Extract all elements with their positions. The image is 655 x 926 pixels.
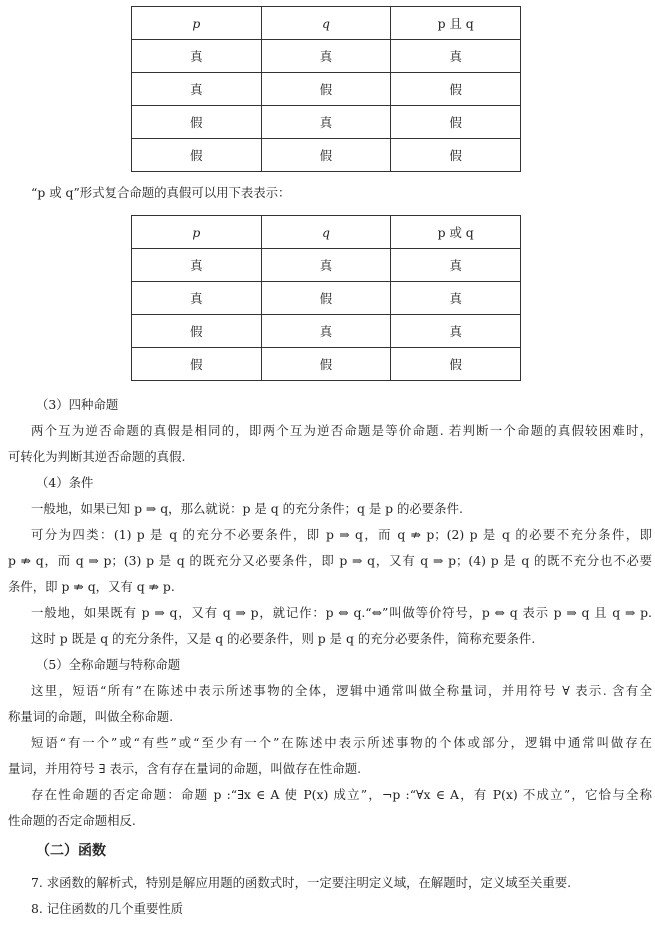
section-heading-functions: （二）函数: [36, 843, 106, 859]
table-cell: 假: [261, 139, 391, 172]
table-header-cell: q: [261, 216, 391, 249]
table-cell: 真: [391, 315, 521, 348]
section-3-line: 可转化为判断其逆否命题的真假.: [8, 449, 186, 464]
section-4-line: 一般地，如果既有 p ⇒ q，又有 q ⇒ p，就记作：p ⇔ q.“⇔”叫做等价符号，p ⇔ q 表示 p ⇒ q 且 q ⇒ p.: [31, 605, 652, 620]
table-header-row: [132, 7, 521, 40]
section-4-line: 一般地，如果已知 p ⇒ q，那么就说：p 是 q 的充分条件；q 是 p 的必要条件.: [31, 501, 463, 516]
section-4-line: 可分为四类：(1) p 是 q 的充分不必要条件，即 p ⇒ q，而 q ⇏ p；(2) p 是 q 的必要不充分条件，即: [31, 527, 652, 542]
table-row: [132, 282, 521, 315]
table-cell: 真: [261, 40, 391, 73]
section-5-line: 性命题的否定命题相反.: [8, 813, 136, 828]
table-cell: 真: [132, 40, 262, 73]
table-header-cell: p: [132, 216, 262, 249]
table-row: [132, 106, 521, 139]
table-cell: 真: [132, 282, 262, 315]
table-header-cell: p 或 q: [391, 216, 521, 249]
table-row: [132, 315, 521, 348]
table-row: [132, 40, 521, 73]
table-cell: 假: [391, 73, 521, 106]
table-cell: 假: [132, 315, 262, 348]
section-5-line: 这里，短语“所有”在陈述中表示所述事物的全体，逻辑中通常叫做全称量词，并用符号 ∀ 表示. 含有全: [31, 683, 652, 698]
table-header-cell: p 且 q: [391, 7, 521, 40]
section-4-line: 条件，即 p ⇏ q，又有 q ⇏ p.: [8, 579, 175, 594]
section-5-line: 量词，并用符号 ∃ 表示，含有存在量词的命题，叫做存在性命题.: [8, 761, 362, 776]
table-cell: 真: [261, 106, 391, 139]
table-row: [132, 249, 521, 282]
section-3-line: 两个互为逆否命题的真假是相同的，即两个互为逆否命题是等价命题. 若判断一个命题的真假较困难时，: [31, 423, 652, 438]
truth-table-and: [131, 6, 521, 172]
table-cell: 真: [132, 73, 262, 106]
table-cell: 假: [261, 73, 391, 106]
table-cell: 假: [132, 106, 262, 139]
table-cell: 真: [132, 249, 262, 282]
table-header-row: [132, 216, 521, 249]
table-cell: 真: [391, 282, 521, 315]
truth-table-or: [131, 215, 521, 381]
table-cell: 真: [261, 315, 391, 348]
table-header-cell: q: [261, 7, 391, 40]
section-4-title: （4）条件: [36, 475, 94, 490]
table-row: [132, 348, 521, 381]
table-header-cell: p: [132, 7, 262, 40]
table-cell: 假: [132, 139, 262, 172]
table-cell: 真: [261, 249, 391, 282]
table-cell: 真: [391, 249, 521, 282]
table-cell: 假: [132, 348, 262, 381]
section-5-line: 称量词的命题，叫做全称命题.: [8, 709, 174, 724]
table-cell: 假: [261, 348, 391, 381]
table-row: [132, 73, 521, 106]
table-cell: 假: [391, 106, 521, 139]
table-cell: 假: [391, 139, 521, 172]
table-cell: 假: [391, 348, 521, 381]
list-item-7: 7. 求函数的解析式，特别是解应用题的函数式时，一定要注明定义域，在解题时，定义域至关重要.: [31, 875, 572, 890]
list-item-8: 8. 记住函数的几个重要性质: [31, 901, 184, 916]
table-cell: 假: [261, 282, 391, 315]
section-4-line: 这时 p 既是 q 的充分条件，又是 q 的必要条件，则 p 是 q 的充分必要条件，简称充要条件.: [31, 631, 536, 646]
table-cell: 真: [391, 40, 521, 73]
table-row: [132, 139, 521, 172]
section-5-line: 短语“有一个”或“有些”或“至少有一个”在陈述中表示所述事物的个体或部分，逻辑中通常叫做存在: [31, 735, 652, 750]
section-4-line: p ⇏ q，而 q ⇒ p；(3) p 是 q 的既充分又必要条件，即 p ⇒ q，又有 q ⇒ p；(4) p 是 q 的既不充分也不必要: [8, 553, 652, 568]
intro-or-text: “p 或 q”形式复合命题的真假可以用下表表示：: [31, 185, 291, 200]
section-3-title: （3）四种命题: [36, 397, 119, 412]
section-5-title: （5）全称命题与特称命题: [36, 657, 181, 672]
section-5-line: 存在性命题的否定命题：命题 p :“∃x ∈ A 使 P(x) 成立”，¬p :“∀x ∈ A，有 P(x) 不成立”，它恰与全称: [31, 787, 652, 802]
